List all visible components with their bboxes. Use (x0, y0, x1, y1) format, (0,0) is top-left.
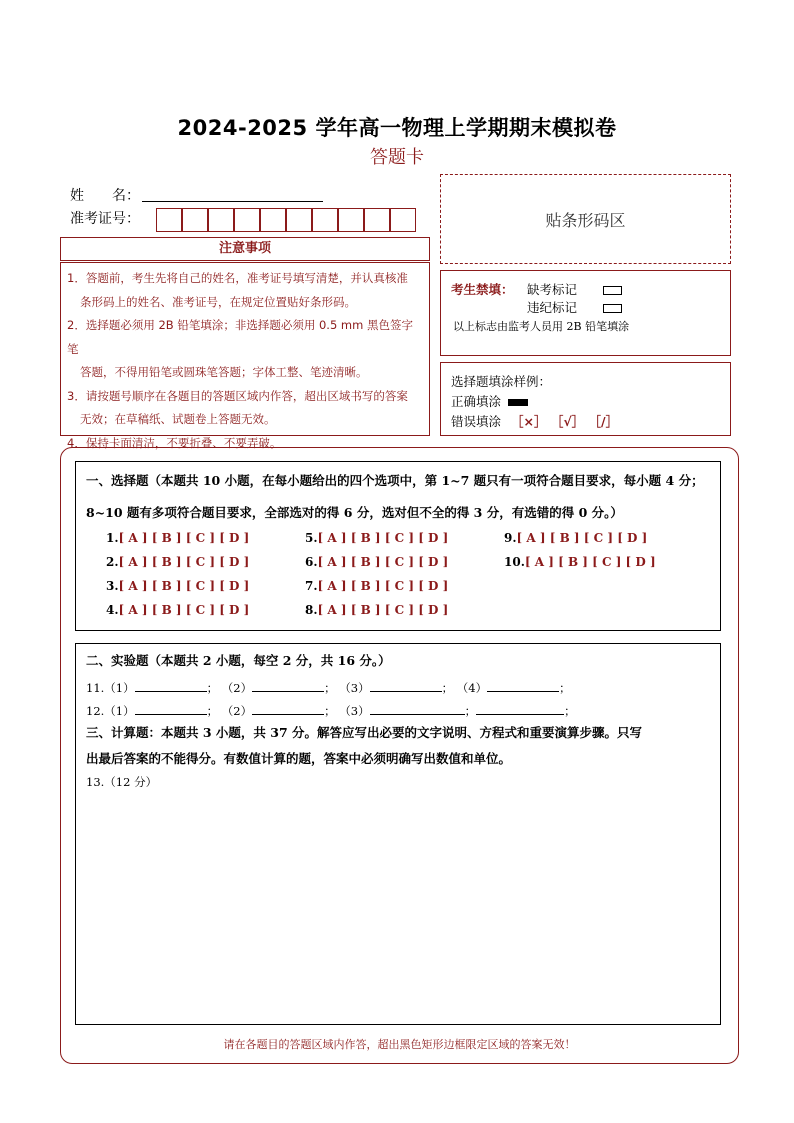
fill-example-box (440, 362, 731, 436)
section2-3-box (75, 643, 721, 1025)
absent-mark-label: 缺考标记 (527, 282, 578, 297)
section1-heading-line2: 8~10 题有多项符合题目要求，全部选对的得 6 分，选对但不全的得 3 分，有选错的得 0 分。） (86, 505, 623, 520)
q12-row: 12.（1） ； （2） ； （3） ； ； (86, 701, 576, 719)
barcode-area-label: 贴条形码区 (545, 210, 626, 230)
notice-item: 无效；在草稿纸、试题卷上答题无效。 (80, 412, 276, 426)
notice-item: 3．请按题号顺序在各题目的答题区域内作答，超出区域书写的答案 (67, 388, 408, 403)
choice-question-9[interactable]: 9.[ A ] [ B ] [ C ] [ D ] (504, 531, 648, 545)
choice-question-2[interactable]: 2.[ A ] [ B ] [ C ] [ D ] (106, 555, 250, 569)
q12-blank-3[interactable] (370, 701, 465, 715)
id-digit-box[interactable] (364, 208, 390, 232)
id-label: 准考证号： (70, 211, 140, 227)
id-digit-box[interactable] (312, 208, 338, 232)
notice-item: 2．选择题必须用 2B 铅笔填涂；非选择题必须用 0.5 mm 黑色签字笔 (67, 318, 413, 356)
q12-blank-2[interactable] (252, 701, 324, 715)
section1-heading-line1: 一、选择题（本题共 10 小题，在每小题给出的四个选项中，第 1~7 题只有一项符合题目要求，每小题 4 分； (86, 473, 704, 488)
correct-fill-sample (508, 399, 528, 406)
choice-question-4[interactable]: 4.[ A ] [ B ] [ C ] [ D ] (106, 603, 250, 617)
id-digit-box[interactable] (208, 208, 234, 232)
notice-heading: 注意事项 (60, 237, 430, 261)
section2-heading: 二、实验题（本题共 2 小题，每空 2 分，共 16 分。） (86, 653, 391, 668)
wrong-fill-label: 错误填涂 (451, 414, 502, 429)
notice-box (60, 262, 430, 450)
name-label: 姓 名： (70, 188, 140, 204)
choice-question-10[interactable]: 10.[ A ] [ B ] [ C ] [ D ] (504, 555, 656, 569)
q11-blank-4[interactable] (487, 678, 559, 692)
name-field[interactable] (142, 200, 323, 202)
violation-mark-row (527, 298, 622, 316)
fill-example-heading: 选择题填涂样例： (451, 374, 552, 389)
id-digit-box[interactable] (338, 208, 364, 232)
exam-title: 2024-2025 学年高一物理上学期期末模拟卷 (177, 116, 617, 140)
id-digit-box[interactable] (260, 208, 286, 232)
wrong-fill-samples: ［×］ ［√］ ［/］ (511, 414, 619, 429)
choice-question-7[interactable]: 7.[ A ] [ B ] [ C ] [ D ] (305, 579, 449, 593)
correct-fill-label: 正确填涂 (451, 394, 502, 409)
q11-blank-1[interactable] (135, 678, 207, 692)
footer-warning: 请在各题目的答题区域内作答，超出黑色矩形边框限定区域的答案无效！ (223, 1038, 576, 1051)
q12-blank-1[interactable] (135, 701, 207, 715)
choice-question-6[interactable]: 6.[ A ] [ B ] [ C ] [ D ] (305, 555, 449, 569)
id-digit-box[interactable] (156, 208, 182, 232)
id-digit-box[interactable] (390, 208, 416, 232)
notice-item: 答题，不得用铅笔或圆珠笔答题；字体工整、笔迹清晰。 (80, 365, 368, 379)
wrong-fill-row (451, 412, 618, 430)
id-digit-box[interactable] (182, 208, 208, 232)
choice-question-3[interactable]: 3.[ A ] [ B ] [ C ] [ D ] (106, 579, 250, 593)
q11-row: 11.（1） ； （2） ； （3） ； （4） ； (86, 678, 571, 696)
correct-fill-row (451, 392, 528, 410)
forbidden-note: 以上标志由监考人员用 2B 铅笔填涂 (453, 320, 630, 333)
q13-answer-area[interactable] (86, 794, 710, 1016)
q11-blank-2[interactable] (252, 678, 324, 692)
id-digit-box[interactable] (234, 208, 260, 232)
section3-heading-line2: 出最后答案的不能得分。有数值计算的题，答案中必须明确写出数值和单位。 (86, 751, 512, 766)
section1-box (75, 461, 721, 631)
forbidden-box (440, 270, 731, 356)
q12-blank-4[interactable] (476, 701, 564, 715)
id-digit-box[interactable] (286, 208, 312, 232)
notice-item: 4．保持卡面清洁，不要折叠、不要弄破。 (67, 435, 282, 450)
notice-item: 条形码上的姓名、准考证号，在规定位置贴好条形码。 (80, 294, 356, 309)
forbidden-label: 考生禁填： (451, 282, 514, 297)
choice-question-5[interactable]: 5.[ A ] [ B ] [ C ] [ D ] (305, 531, 449, 545)
section3-heading-line1: 三、计算题：本题共 3 小题，共 37 分。解答应写出必要的文字说明、方程式和重要演算步骤。只写 (86, 725, 643, 740)
answer-sheet-subtitle: 答题卡 (370, 147, 424, 168)
choice-question-8[interactable]: 8.[ A ] [ B ] [ C ] [ D ] (305, 603, 449, 617)
q13-label: 13.（12 分） (86, 775, 158, 789)
absent-mark-box[interactable] (603, 286, 622, 295)
absent-mark-row (527, 280, 622, 298)
violation-mark-label: 违纪标记 (527, 300, 578, 315)
notice-item: 1．答题前，考生先将自己的姓名，准考证号填写清楚，并认真核准 (67, 271, 408, 285)
barcode-area (440, 174, 731, 264)
violation-mark-box[interactable] (603, 304, 622, 313)
choice-question-1[interactable]: 1.[ A ] [ B ] [ C ] [ D ] (106, 531, 250, 545)
q11-blank-3[interactable] (370, 678, 442, 692)
